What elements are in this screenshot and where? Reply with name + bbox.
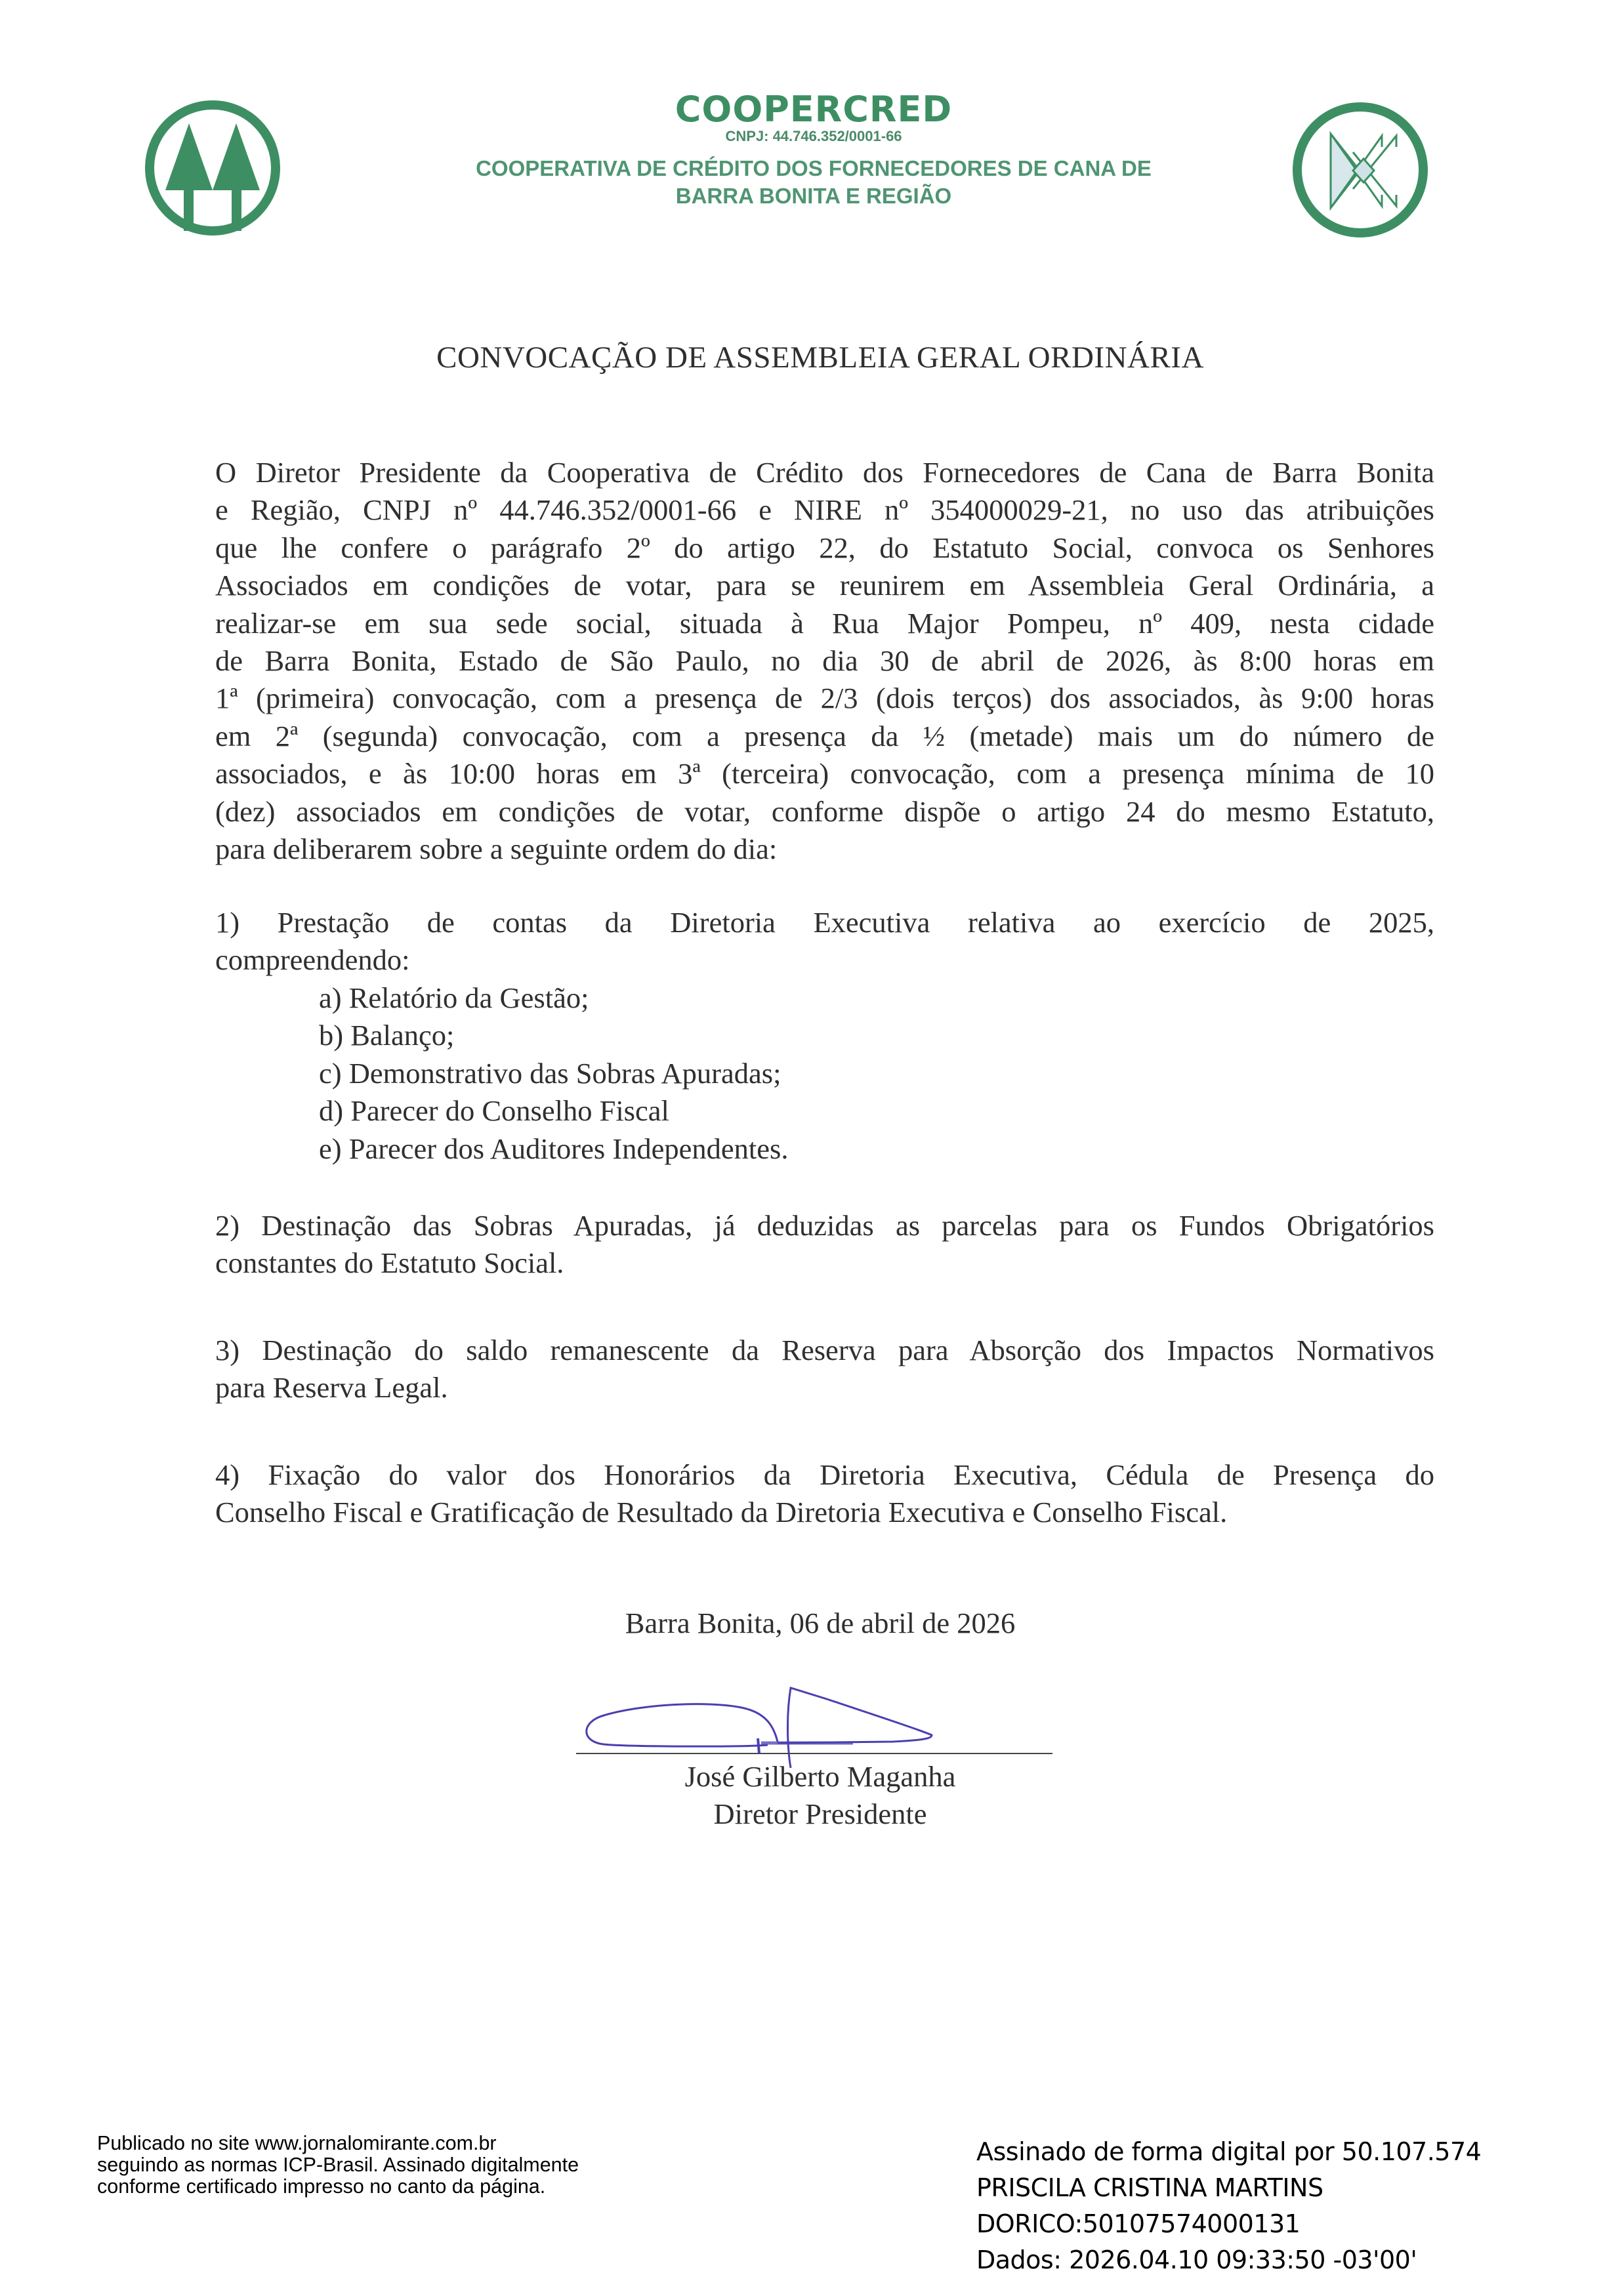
intro-paragraph [215, 454, 1434, 868]
agenda-item-1 [215, 904, 1434, 979]
digital-signature-line: DORICO:50107574000131 [976, 2209, 1301, 2238]
signer-block [558, 1758, 1083, 1833]
intro-line: Associados em condições de votar, para se reunirem em Assembleia Geral Ordinária, a [215, 569, 1434, 602]
intro-line: de Barra Bonita, Estado de São Paulo, no dia 30 de abril de 2026, às 8:00 horas em [215, 644, 1434, 678]
intro-line: O Diretor Presidente da Cooperativa de Crédito dos Fornecedores de Cana de Barra Bonita [215, 456, 1434, 489]
digital-signature-line: PRISCILA CRISTINA MARTINS [976, 2173, 1323, 2202]
agenda-item-line: constantes do Estatuto Social. [215, 1246, 564, 1280]
intro-line: (dez) associados em condições de votar, conforme dispõe o artigo 24 do mesmo Estatuto, [215, 794, 1434, 828]
subitem: d) Parecer do Conselho Fiscal [319, 1094, 669, 1128]
agenda-item-line: 2) Destinação das Sobras Apuradas, já deduzidas as parcelas para os Fundos Obrigatórios [215, 1209, 1434, 1242]
agenda-item-line: para Reserva Legal. [215, 1371, 448, 1404]
agenda-item-2 [215, 1207, 1434, 1282]
org-name-line-2: BARRA BONITA E REGIÃO [675, 184, 952, 208]
geometric-k-emblem-icon [1290, 100, 1430, 240]
subitem: b) Balanço; [319, 1019, 455, 1052]
letterhead [367, 91, 1260, 210]
agenda-item-line: compreendendo: [215, 943, 410, 977]
agenda-item-line: 4) Fixação do valor dos Honorários da Diretoria Executiva, Cédula de Presença do [215, 1458, 1434, 1491]
org-name-line-1: COOPERATIVA DE CRÉDITO DOS FORNECEDORES DE CANA DE [476, 156, 1152, 180]
twin-trees-logo-icon [143, 98, 282, 237]
place-date: Barra Bonita, 06 de abril de 2026 [625, 1607, 1016, 1639]
digital-signature-line: Assinado de forma digital por 50.107.574 [976, 2137, 1482, 2166]
brand-name: COOPERCRED [675, 89, 953, 130]
intro-line: realizar-se em sua sede social, situada à Rua Major Pompeu, nº 409, nesta cidade [215, 606, 1434, 640]
signer-name: José Gilberto Maganha [684, 1760, 956, 1793]
signer-role: Diretor Presidente [713, 1797, 927, 1830]
agenda-item-line: 1) Prestação de contas da Diretoria Executiva relativa ao exercício de 2025, [215, 906, 1434, 939]
org-name [367, 155, 1260, 210]
agenda-item-1-subitems [319, 979, 788, 1168]
intro-line: 1ª (primeira) convocação, com a presença de 2/3 (dois terços) dos associados, às 9:00 horas [215, 682, 1434, 715]
publication-notice [97, 2133, 579, 2198]
document-title: CONVOCAÇÃO DE ASSEMBLEIA GERAL ORDINÁRIA [436, 340, 1204, 375]
intro-line: em 2ª (segunda) convocação, com a presença da ½ (metade) mais um do número de [215, 719, 1434, 752]
agenda-item-line: Conselho Fiscal e Gratificação de Resultado da Diretoria Executiva e Conselho Fiscal. [215, 1496, 1228, 1529]
agenda-item-3 [215, 1332, 1434, 1407]
digital-signature-stamp [976, 2134, 1481, 2278]
intro-line: associados, e às 10:00 horas em 3ª (terceira) convocação, com a presença mínima de 10 [215, 757, 1434, 790]
signature-line [576, 1753, 1052, 1754]
subitem: e) Parecer dos Auditores Independentes. [319, 1132, 789, 1165]
publication-line: Publicado no site www.jornalomirante.com.br [97, 2132, 497, 2154]
publication-line: conforme certificado impresso no canto da página. [97, 2175, 546, 2198]
intro-line: e Região, CNPJ nº 44.746.352/0001-66 e NIRE nº 354000029-21, no uso das atribuições [215, 493, 1434, 527]
agenda-item-line: 3) Destinação do saldo remanescente da Reserva para Absorção dos Impactos Normativos [215, 1334, 1434, 1366]
subitem: a) Relatório da Gestão; [319, 981, 589, 1014]
digital-signature-line: Dados: 2026.04.10 09:33:50 -03'00' [976, 2245, 1417, 2274]
subitem: c) Demonstrativo das Sobras Apuradas; [319, 1056, 781, 1090]
agenda-item-4 [215, 1456, 1434, 1532]
intro-line: que lhe confere o parágrafo 2º do artigo 22, do Estatuto Social, convoca os Senhores [215, 531, 1434, 564]
header-cnpj: CNPJ: 44.746.352/0001-66 [725, 128, 902, 144]
handwritten-signature [577, 1676, 1076, 1768]
publication-line: seguindo as normas ICP-Brasil. Assinado digitalmente [97, 2154, 579, 2176]
intro-line: para deliberarem sobre a seguinte ordem do dia: [215, 832, 778, 866]
